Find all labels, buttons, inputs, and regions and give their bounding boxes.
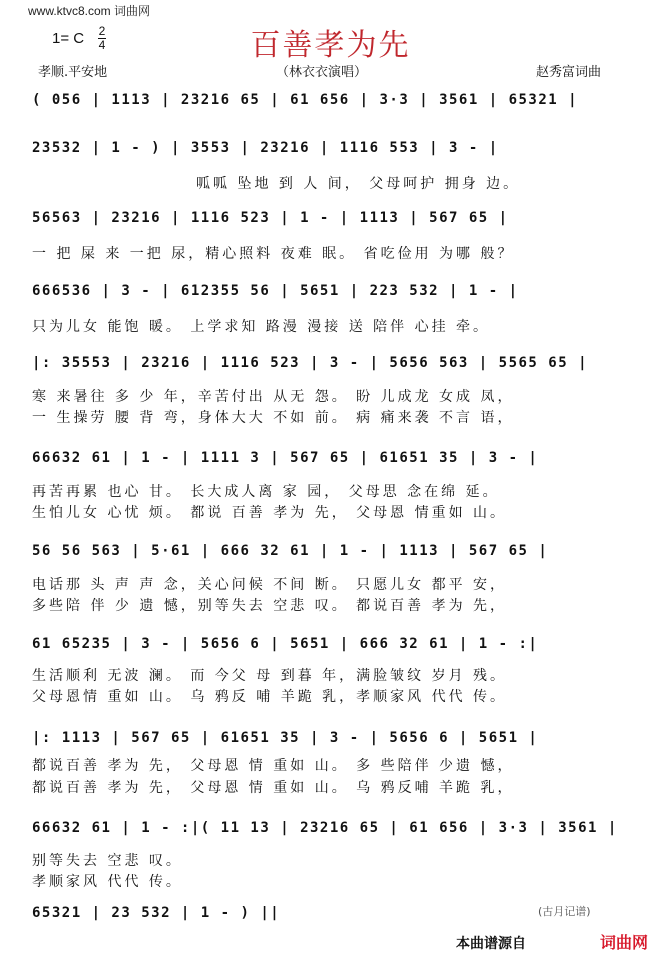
subtitle-left: 孝顺.平安地 <box>38 65 108 80</box>
lyric-line: 生活顺利 无波 澜。 而 今父 母 到暮 年，满脸皱纹 岁月 残。 <box>32 668 508 684</box>
notation-line: 23532 | 1 - ) | 3553 | 23216 | 1116 553 | 3 - | <box>32 140 499 156</box>
lyric-line: 电话那 头 声 声 念，关心问候 不间 断。 只愿儿女 都平 安， <box>32 577 508 593</box>
time-signature-top: 2 <box>98 24 106 38</box>
lyric-line: 孝顺家风 代代 传。 <box>32 874 183 890</box>
notation-line: 66632 61 | 1 - :|( 11 13 | 23216 65 | 61 656 | 3·3 | 3561 | <box>32 820 618 836</box>
watermark: www.ktvc8.com 词曲网 <box>28 4 151 18</box>
lyric-line: 寒 来暑往 多 少 年，辛苦付出 从无 怨。 盼 儿成龙 女成 凤， <box>32 389 515 405</box>
lyric-line: 只为儿女 能饱 暖。 上学求知 路漫 漫接 送 陪伴 心挂 牵。 <box>32 319 491 335</box>
lyric-line: 多些陪 伴 少 遗 憾，别等失去 空悲 叹。 都说百善 孝为 先， <box>32 598 508 614</box>
footer-site-logo[interactable]: 词曲网 <box>600 933 649 952</box>
key-signature: 1= C <box>52 30 85 47</box>
time-signature-bottom: 4 <box>98 38 106 52</box>
notation-line: 56 56 563 | 5·61 | 666 32 61 | 1 - | 1113 | 567 65 | <box>32 543 549 559</box>
lyric-line: 一 把 屎 来 一把 尿，精心照料 夜难 眠。 省吃俭用 为哪 般？ <box>32 246 515 262</box>
notation-line: 61 65235 | 3 - | 5656 6 | 5651 | 666 32 61 | 1 - :| <box>32 636 539 652</box>
lyric-line: 都说百善 孝为 先， 父母恩 情 重如 山。 乌 鸦反哺 羊跪 乳， <box>32 780 515 796</box>
notation-line: |: 35553 | 23216 | 1116 523 | 3 - | 5656 563 | 5565 65 | <box>32 355 589 371</box>
footer-source: 本曲谱源自 <box>456 936 526 952</box>
notation-line: |: 1113 | 567 65 | 61651 35 | 3 - | 5656 6 | 5651 | <box>32 730 539 746</box>
lyric-line: 再苦再累 也心 甘。 长大成人离 家 园， 父母思 念在绵 延。 <box>32 484 500 500</box>
notation-line: 65321 | 23 532 | 1 - ) || <box>32 905 281 921</box>
lyric-line: 呱呱 坠地 到 人 间， 父母呵护 拥身 边。 <box>196 176 521 192</box>
lyric-line: 一 生操劳 腰 背 弯，身体大大 不如 前。 病 痛来袭 不言 语， <box>32 410 515 426</box>
lyric-line: 别等失去 空悲 叹。 <box>32 853 183 869</box>
song-title: 百善孝为先 <box>250 28 411 63</box>
transcriber-note: (古月记谱) <box>538 905 591 918</box>
performer: （林衣衣演唱） <box>276 65 368 80</box>
notation-line: 66632 61 | 1 - | 1111 3 | 567 65 | 61651 35 | 3 - | <box>32 450 539 466</box>
notation-line: 666536 | 3 - | 612355 56 | 5651 | 223 532 | 1 - | <box>32 283 519 299</box>
lyric-line: 父母恩情 重如 山。 乌 鸦反 哺 羊跪 乳，孝顺家风 代代 传。 <box>32 689 508 705</box>
lyric-line: 生怕儿女 心忧 烦。 都说 百善 孝为 先， 父母恩 情重如 山。 <box>32 505 508 521</box>
notation-line: 56563 | 23216 | 1116 523 | 1 - | 1113 | 567 65 | <box>32 210 509 226</box>
credits: 赵秀富词曲 <box>536 65 602 80</box>
notation-line: ( 056 | 1113 | 23216 65 | 61 656 | 3·3 | 3561 | 65321 | <box>32 92 579 108</box>
lyric-line: 都说百善 孝为 先， 父母恩 情 重如 山。 多 些陪伴 少遗 憾， <box>32 758 515 774</box>
